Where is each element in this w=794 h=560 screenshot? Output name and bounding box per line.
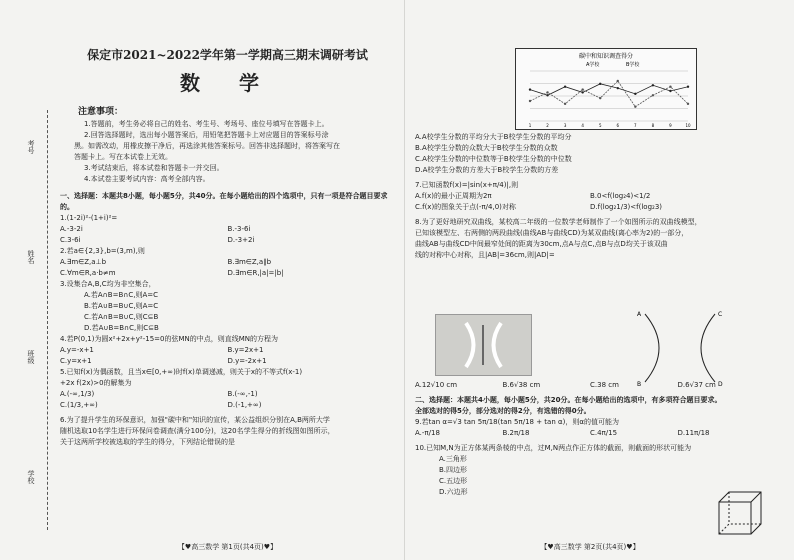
cube-front-face xyxy=(719,502,751,534)
question-8-cont: 线的对称中心对称，且|AB|=36cm,则|AD|= xyxy=(415,251,555,259)
section-2-heading: 二、选择题：本题共4小题，每小题5分，共20分。在每小题给出的选项中，有多项符合题目要求。 xyxy=(415,396,722,404)
q8-options xyxy=(415,380,765,391)
notice-heading: 注意事项： xyxy=(78,107,124,117)
question-4: 4.若P(0,1)为圆x²+2x+y²-15=0的弦MN的中点，则直线MN的方程为 xyxy=(60,335,279,343)
option: B.-3-6i xyxy=(227,225,251,233)
chart-point xyxy=(546,91,548,93)
option: D.6√37 cm xyxy=(677,381,716,389)
chart-point xyxy=(617,87,619,89)
chart-tick-label: 10 xyxy=(685,123,691,128)
option: A.f(x)的最小正周期为2π xyxy=(415,192,492,200)
question-7: 7.已知函数f(x)=|sin(x+π/4)|,则 xyxy=(415,181,519,189)
chart-plot xyxy=(529,71,691,128)
chart-tick-label: 4 xyxy=(581,123,584,128)
margin-label-id: 考号 xyxy=(27,140,35,154)
q7-options xyxy=(415,202,765,213)
q5-options xyxy=(60,389,395,400)
chart-title: 碳中和知识调查得分 xyxy=(578,53,634,60)
chart-tick-label: 2 xyxy=(546,123,549,128)
section-2-heading-cont: 全部选对的得5分，部分选对的得2分，有选错的得0分。 xyxy=(415,407,591,415)
option: B.6√38 cm xyxy=(502,381,541,389)
chart-series-line xyxy=(530,81,688,107)
option: D.-3+2i xyxy=(227,236,255,244)
option: D.A校学生分数的方差大于B校学生分数的方差 xyxy=(415,166,559,174)
option: B.若A∪B=B∪C,则A=C xyxy=(84,302,159,310)
option: C.38 cm xyxy=(590,381,619,389)
point-label: D xyxy=(718,381,723,388)
margin-label-school: 学校 xyxy=(27,470,35,484)
option: B.(-∞,-1) xyxy=(227,390,258,398)
chart-point xyxy=(634,93,636,95)
q7-options xyxy=(415,191,765,202)
chart-tick-label: 8 xyxy=(651,123,655,128)
point-label: C xyxy=(718,311,723,318)
section-1-heading: 一、选择题：本题共8小题，每小题5分，共40分。在每小题给出的四个选项中，只有一项是符合题目要求的。 xyxy=(60,192,388,211)
q1-options xyxy=(60,224,395,235)
legend-a: A学校 xyxy=(586,62,600,68)
option: C.若A∩B=B∪C,则C⊆B xyxy=(84,313,159,321)
option: A.-3-2i xyxy=(60,225,83,233)
q1-options xyxy=(60,235,395,246)
option: A.-π/18 xyxy=(415,429,440,437)
option: A.(-∞,1/3) xyxy=(60,390,95,398)
q2-options xyxy=(60,257,395,268)
chart-point xyxy=(581,88,583,90)
notice-line: 1.答题前，考生务必将自己的姓名、考生号、考场号、座位号填写在答题卡上。 xyxy=(84,120,329,128)
question-6-cont: 关于这两所学校被选取的学生的得分，下列结论错误的是 xyxy=(60,438,235,446)
page-footer: 【♥高三数学 第1页(共4页)♥】 xyxy=(177,543,278,551)
option: B.y=2x+1 xyxy=(227,346,264,354)
exam-title: 保定市2021~2022学年第一学期高三期末调研考试 xyxy=(87,48,368,62)
hyperbola-diagram xyxy=(635,308,725,388)
margin-label-name: 姓名 xyxy=(27,250,35,264)
question-6: 6.为了提升学生的环保意识，加强"碳中和"知识的宣传，某公益组织分别在A,B两所大学 xyxy=(60,416,330,424)
chart-point xyxy=(529,100,531,102)
option: D.11π/18 xyxy=(677,429,710,437)
option: C.f(x)的图象关于点(-π/4,0)对称 xyxy=(415,203,516,211)
chart-tick-label: 1 xyxy=(528,123,532,128)
chart-point xyxy=(634,106,636,108)
option: D.∃m∈R,|a|=|b| xyxy=(227,269,284,277)
chart-point xyxy=(546,94,548,96)
q4-options xyxy=(60,356,395,367)
question-2: 2.若a∈{2,3},b=(3,m),则 xyxy=(60,247,145,255)
curve-ab xyxy=(645,314,659,382)
page-footer: 【♥高三数学 第2页(共4页)♥】 xyxy=(540,543,640,551)
question-9: 9.若tan α=√3 tan 5π/18(tan 5π/18 + tan α)，则α的值可能为 xyxy=(415,418,619,426)
question-6-cont: 随机选取10名学生进行环保问卷调查(满分100分)，这20名学生得分的折线图如图所示， xyxy=(60,427,335,435)
q9-options xyxy=(415,428,765,439)
question-8: 8.为了更好地研究双曲线，某校高二年级的一位数学老师制作了一个如图所示的双曲线模型， xyxy=(415,218,702,226)
option: C.y=x+1 xyxy=(60,357,92,365)
model-curve-right xyxy=(494,323,502,367)
chart-tick-label: 5 xyxy=(598,123,602,128)
question-5: 5.已知f(x)为偶函数，且当x∈[0,+∞)时f(x)单调递减，则关于x的不等式f(x-1) xyxy=(60,368,303,376)
chart-tick-label: 9 xyxy=(669,123,672,128)
exam-subject: 数 学 xyxy=(180,71,275,95)
q4-options xyxy=(60,345,395,356)
curve-cd xyxy=(701,314,715,382)
chart-point xyxy=(617,80,619,82)
option: A.y=-x+1 xyxy=(60,346,94,354)
chart-point xyxy=(652,84,654,86)
option: A.三角形 xyxy=(439,455,467,463)
point-label: A xyxy=(637,311,642,318)
chart-point xyxy=(581,91,583,93)
chart-point xyxy=(564,103,566,105)
q2-options xyxy=(60,268,395,279)
option: C.4π/15 xyxy=(590,429,618,437)
option: D.若A∪B=B∩C,则C⊆B xyxy=(84,324,159,332)
option: B.2π/18 xyxy=(502,429,530,437)
score-line-chart xyxy=(515,48,697,130)
question-3: 3.设集合A,B,C均为非空集合， xyxy=(60,280,156,288)
cube-edge xyxy=(751,492,761,502)
left-page xyxy=(60,18,395,551)
q5-options xyxy=(60,400,395,411)
option: B.0<f(log₂4)<1/2 xyxy=(590,192,651,200)
cube-hidden-edges xyxy=(719,524,761,534)
option: B.A校学生分数的众数大于B校学生分数的众数 xyxy=(415,144,558,152)
option: C.(1/3,+∞) xyxy=(60,401,98,409)
chart-svg xyxy=(516,49,696,129)
point-label: B xyxy=(637,381,642,388)
notice-line: 3.考试结束后，将本试卷和答题卡一并交回。 xyxy=(84,164,224,172)
binding-line xyxy=(47,110,48,530)
question-10: 10.已知M,N为正方体某两条棱的中点，过M,N两点作正方体的截面，则截面的形状可能为 xyxy=(415,444,692,452)
option: C.五边形 xyxy=(439,477,468,485)
right-column-lower xyxy=(415,380,765,498)
option: B.四边形 xyxy=(439,466,468,474)
notice-line: 4.本试卷主要考试内容：高考全部内容。 xyxy=(84,175,210,183)
option: D.y=-2x+1 xyxy=(227,357,267,365)
question-8-cont: 已知该模型左、右两侧的两段曲线(曲线AB与曲线CD)为某双曲线(离心率为2)的一部分， xyxy=(415,229,689,237)
chart-tick-label: 6 xyxy=(616,123,620,128)
notice-line: 黑。如需改动，用橡皮擦干净后，再选涂其他答案标号。回答非选择题时，将答案写在 xyxy=(74,142,340,150)
chart-point xyxy=(564,86,566,88)
margin-label-class: 班级 xyxy=(27,350,35,364)
option: C.A校学生分数的中位数等于B校学生分数的中位数 xyxy=(415,155,572,163)
option: D.(-1,+∞) xyxy=(227,401,262,409)
option: D.六边形 xyxy=(439,488,468,496)
chart-point xyxy=(669,90,671,92)
chart-point xyxy=(599,97,601,99)
question-1: 1.(1-2i)²-(1+i)²= xyxy=(60,214,118,222)
option: A.A校学生分数的平均分大于B校学生分数的平均分 xyxy=(415,133,572,141)
question-5-cont: +2x f(2x)>0的解集为 xyxy=(60,379,132,387)
right-column-text xyxy=(415,132,765,261)
model-curve-left xyxy=(466,323,474,367)
chart-point xyxy=(599,83,601,85)
legend-b: B学校 xyxy=(626,62,640,68)
model-sketch xyxy=(436,315,531,375)
option: B.∃m∈Z,a∥b xyxy=(227,258,272,266)
option: D.f(log₂1/3)<f(log₂3) xyxy=(590,203,663,211)
option: C.3-6i xyxy=(60,236,81,244)
page-fold xyxy=(404,0,405,560)
option: A.12√10 cm xyxy=(415,381,458,389)
option: A.若A∩B=B∩C,则A=C xyxy=(84,291,159,299)
chart-point xyxy=(669,86,671,88)
cube-diagram xyxy=(715,488,765,543)
right-page xyxy=(415,18,765,551)
question-8-cont: 曲线AB与曲线CD中间最窄处间的距离为30cm,点A与点C,点B与点D均关于该双曲 xyxy=(415,240,668,248)
chart-tick-label: 7 xyxy=(634,123,637,128)
hyperbola-model-photo xyxy=(435,314,532,376)
chart-point xyxy=(687,86,689,88)
option: C.∀m∈R,a·b≠m xyxy=(60,269,116,277)
notice-line: 2.回答选择题时，选出每小题答案后，用铅笔把答题卡上对应题目的答案标号涂 xyxy=(84,131,329,139)
chart-point xyxy=(687,103,689,105)
option: A.∃m∈Z,a⊥b xyxy=(60,258,107,266)
notice-line: 答题卡上。写在本试卷上无效。 xyxy=(74,153,172,161)
chart-tick-label: 3 xyxy=(563,123,567,128)
chart-point xyxy=(652,94,654,96)
chart-point xyxy=(529,88,531,90)
